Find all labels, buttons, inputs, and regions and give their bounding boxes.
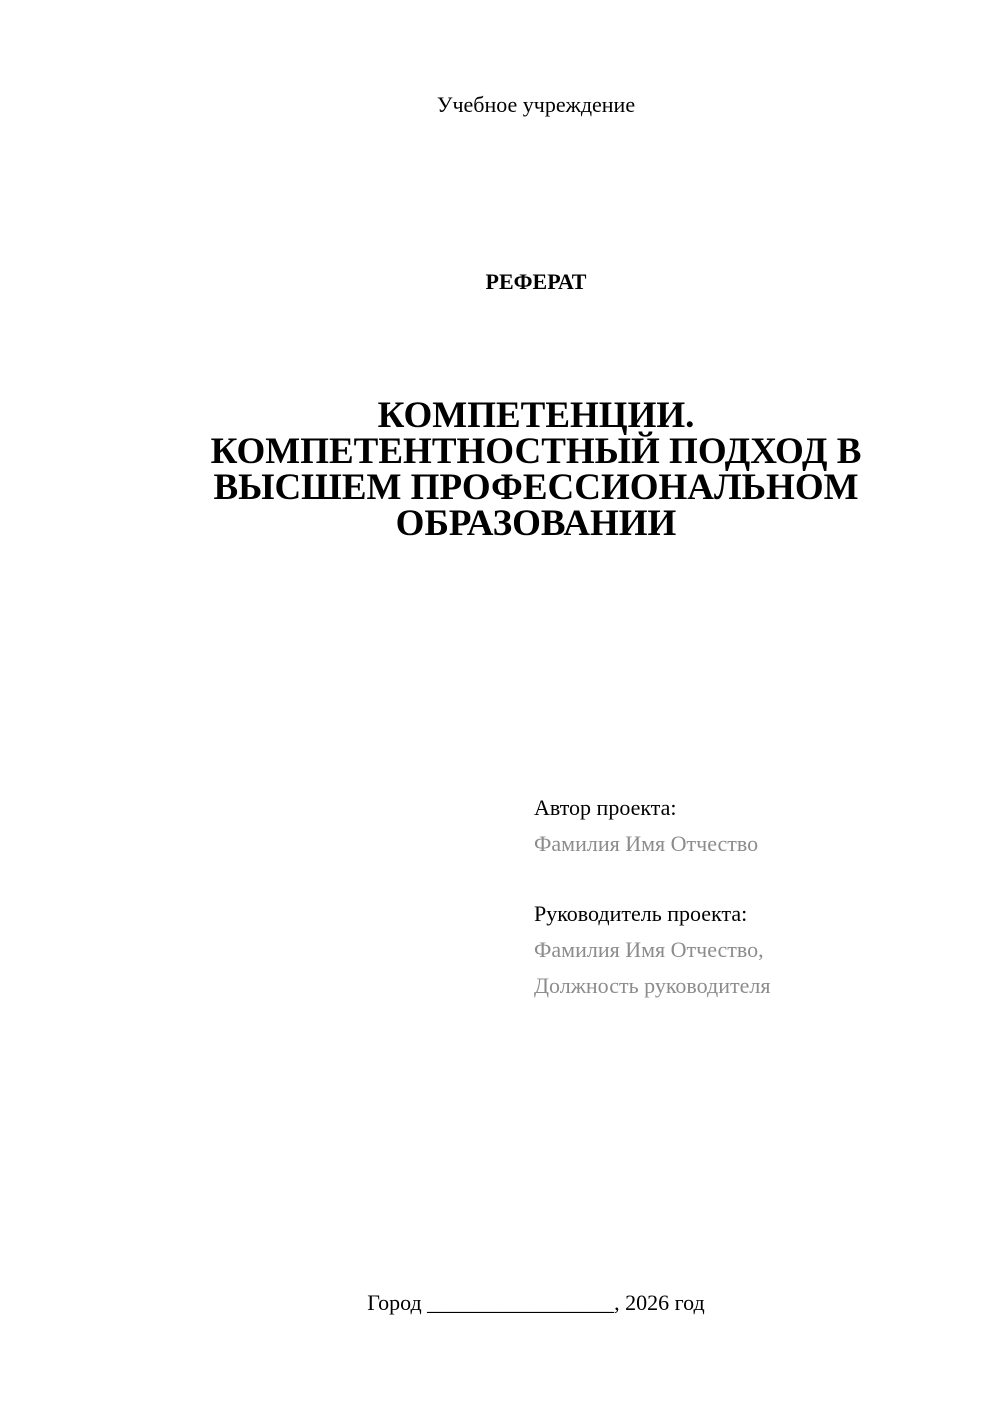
title-line: ВЫСШЕМ ПРОФЕССИОНАЛЬНОМ [213,467,859,508]
institution-name: Учебное учреждение [436,92,636,117]
supervisor-label: Руководитель проекта: [534,901,748,926]
author-label: Автор проекта: [534,795,677,820]
document-type: РЕФЕРАТ [485,269,587,294]
credits-spacer [534,862,770,896]
title-line: КОМПЕТЕНТНОСТНЫЙ ПОДХОД В [210,431,862,472]
title-line: ОБРАЗОВАНИИ [395,503,677,544]
title-line: КОМПЕТЕНЦИИ. [377,395,695,436]
credits-block [534,790,770,1004]
city-year-line: Город _________________, 2026 год [367,1290,705,1315]
supervisor-position: Должность руководителя [534,973,771,998]
author-name: Фамилия Имя Отчество [534,831,759,856]
document-title [100,395,972,544]
supervisor-name: Фамилия Имя Отчество, [534,937,764,962]
